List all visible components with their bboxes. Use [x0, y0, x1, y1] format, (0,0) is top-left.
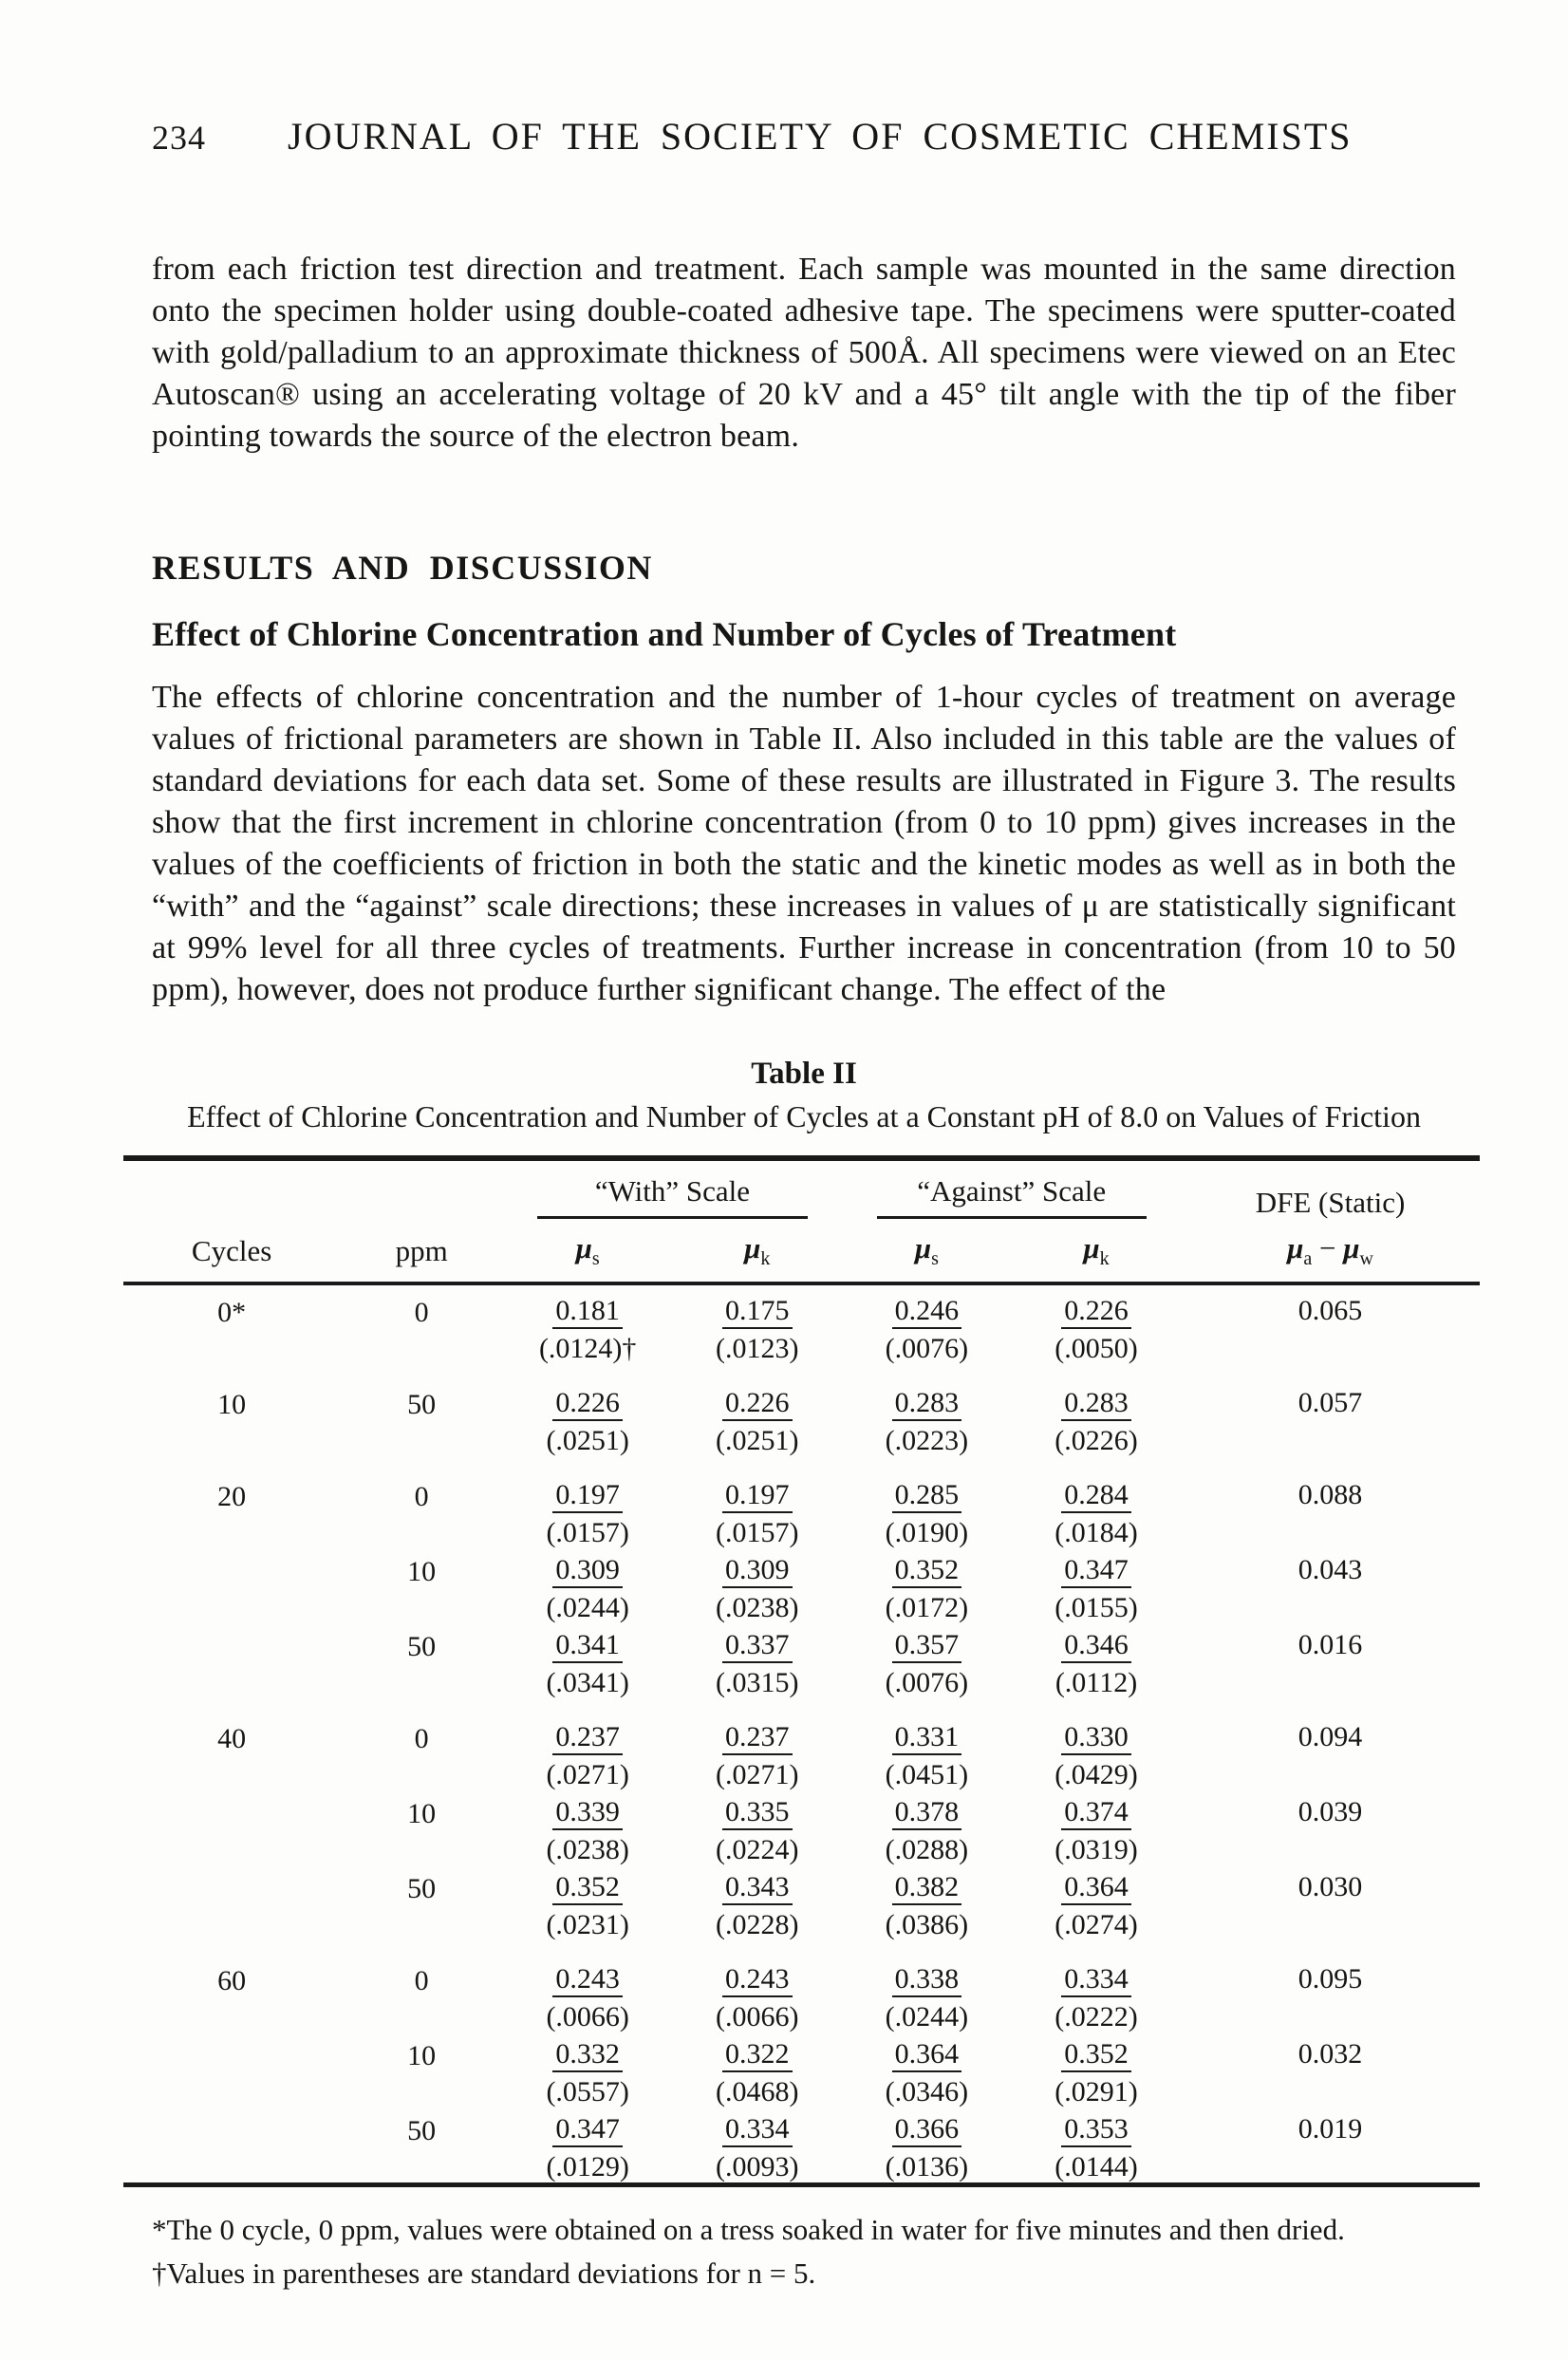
cell-mu-k-against: 0.353 (.0144) [1055, 2113, 1138, 2183]
cell-cycles [123, 2107, 341, 2185]
cell-mu-s-against: 0.357 (.0076) [885, 1629, 969, 1699]
table-row [123, 1283, 1480, 1364]
col-header-dfe-formula: $\mu_a - \mu_w$ [1181, 1220, 1479, 1283]
cell-mu-k-against: 0.283 (.0226) [1055, 1387, 1138, 1457]
cell-mu-s-against: 0.331 (.0451) [885, 1721, 969, 1791]
col-header-mu-s-against: $\mu_s$ [842, 1220, 1012, 1283]
cell-mu-s-with: 0.341 (.0341) [546, 1629, 629, 1699]
cell-mu-s-against: 0.382 (.0386) [885, 1871, 969, 1941]
cell-mu-k-with: 0.175 (.0123) [716, 1295, 799, 1365]
cell-ppm: 0 [414, 1297, 429, 1329]
cell-ppm: 0 [414, 1481, 429, 1513]
cell-mu-s-with: 0.309 (.0244) [546, 1554, 629, 1624]
cell-ppm: 10 [407, 1798, 437, 1830]
cell-dfe: 0.057 [1297, 1387, 1363, 1419]
table-row [123, 1940, 1480, 2032]
table-row [123, 2107, 1480, 2185]
cell-mu-k-with: 0.337 (.0315) [716, 1629, 799, 1699]
cell-cycles: 0* [217, 1297, 247, 1329]
table-subtitle: Effect of Chlorine Concentration and Number of Cycles at a Constant pH of 8.0 on Values of Friction [187, 1099, 1421, 1133]
friction-values-table [123, 1155, 1480, 2187]
cell-mu-k-with: 0.309 (.0238) [716, 1554, 799, 1624]
cell-cycles: 40 [217, 1723, 247, 1755]
cell-mu-k-with: 0.237 (.0271) [716, 1721, 799, 1791]
cell-cycles [123, 1623, 341, 1698]
cell-mu-k-with: 0.243 (.0066) [716, 1963, 799, 2033]
cell-cycles: 10 [217, 1389, 247, 1421]
table-row [123, 1364, 1480, 1456]
cell-dfe: 0.043 [1297, 1554, 1363, 1586]
cell-dfe: 0.065 [1297, 1295, 1363, 1327]
col-header-cycles: Cycles [123, 1220, 341, 1283]
cell-dfe: 0.032 [1297, 2038, 1363, 2070]
cell-mu-s-against: 0.338 (.0244) [885, 1963, 969, 2033]
table-row [123, 1456, 1480, 1548]
cell-cycles [123, 1790, 341, 1865]
cell-mu-k-against: 0.352 (.0291) [1055, 2038, 1138, 2108]
journal-title: JOURNAL OF THE SOCIETY OF COSMETIC CHEMISTS [288, 115, 1353, 158]
cell-cycles: 20 [217, 1481, 247, 1513]
running-head [152, 114, 1456, 159]
table-ii-block [152, 1057, 1456, 2295]
cell-mu-s-against: 0.246 (.0076) [885, 1295, 969, 1365]
against-scale-rule [877, 1216, 1147, 1219]
cell-dfe: 0.030 [1297, 1871, 1363, 1903]
cell-mu-k-with: 0.343 (.0228) [716, 1871, 799, 1941]
cell-mu-k-with: 0.226 (.0251) [716, 1387, 799, 1457]
cell-ppm: 0 [414, 1965, 429, 1997]
table-row [123, 1698, 1480, 1790]
cell-mu-k-against: 0.284 (.0184) [1055, 1479, 1138, 1549]
cell-mu-k-with: 0.197 (.0157) [716, 1479, 799, 1549]
cell-mu-k-with: 0.335 (.0224) [716, 1796, 799, 1866]
with-scale-rule [537, 1216, 807, 1219]
page-number: 234 [152, 119, 206, 157]
cell-cycles [123, 1548, 341, 1623]
cell-ppm: 50 [407, 1631, 437, 1663]
cell-dfe: 0.094 [1297, 1721, 1363, 1753]
cell-mu-s-with: 0.332 (.0557) [546, 2038, 629, 2108]
cell-dfe: 0.095 [1297, 1963, 1363, 1995]
cell-mu-s-with: 0.352 (.0231) [546, 1871, 629, 1941]
cell-mu-k-against: 0.374 (.0319) [1055, 1796, 1138, 1866]
subsection-heading-effect-of-chlorine: Effect of Chlorine Concentration and Number of Cycles of Treatment [152, 615, 1177, 653]
cell-mu-s-with: 0.237 (.0271) [546, 1721, 629, 1791]
table-group-header-row [123, 1158, 1480, 1220]
cell-mu-s-against: 0.364 (.0346) [885, 2038, 969, 2108]
cell-mu-s-against: 0.285 (.0190) [885, 1479, 969, 1549]
with-scale-group-header [503, 1158, 842, 1220]
cell-mu-s-against: 0.283 (.0223) [885, 1387, 969, 1457]
table-title: Table II [751, 1057, 857, 1091]
cell-ppm: 50 [407, 2115, 437, 2147]
cell-mu-k-against: 0.364 (.0274) [1055, 1871, 1138, 1941]
cell-mu-s-against: 0.352 (.0172) [885, 1554, 969, 1624]
cell-cycles [123, 1865, 341, 1940]
col-header-mu-s-with: $\mu_s$ [503, 1220, 673, 1283]
table-row [123, 1790, 1480, 1865]
col-header-mu-k-against: $\mu_k$ [1012, 1220, 1182, 1283]
footnote-asterisk: *The 0 cycle, 0 ppm, values were obtained on a tress soaked in water for five minutes and then dried. [152, 2213, 1345, 2247]
cell-cycles [123, 2032, 341, 2107]
cell-ppm: 0 [414, 1723, 429, 1755]
table-footnotes [152, 2208, 1456, 2295]
cell-mu-s-with: 0.347 (.0129) [546, 2113, 629, 2183]
cell-mu-k-with: 0.322 (.0468) [716, 2038, 799, 2108]
cell-mu-s-against: 0.366 (.0136) [885, 2113, 969, 2183]
col-header-ppm: ppm [340, 1220, 502, 1283]
cell-mu-s-against: 0.378 (.0288) [885, 1796, 969, 1866]
table-row [123, 1548, 1480, 1623]
with-scale-label: “With” Scale [594, 1174, 751, 1208]
cell-mu-k-against: 0.226 (.0050) [1055, 1295, 1138, 1365]
against-scale-group-header [842, 1158, 1181, 1220]
cell-ppm: 10 [407, 2040, 437, 2072]
section-heading-results-and-discussion: RESULTS AND DISCUSSION [152, 549, 653, 587]
footnote-dagger: †Values in parentheses are standard deviations for n = 5. [152, 2257, 816, 2291]
table-row [123, 1865, 1480, 1940]
cell-mu-s-with: 0.243 (.0066) [546, 1963, 629, 2033]
cell-ppm: 50 [407, 1389, 437, 1421]
cell-dfe: 0.016 [1297, 1629, 1363, 1661]
cell-mu-s-with: 0.181 (.0124)† [538, 1295, 637, 1365]
col-header-mu-k-with: $\mu_k$ [672, 1220, 842, 1283]
paragraph-results: The effects of chlorine concentration and the number of 1-hour cycles of treatment on average values of frictional parameters are shown in Table II. Also included in this table are the values of standard deviations for each data set. Some of these results are illustrated in Figure 3. The results show that the first increment in chlorine concentration (from 0 to 10 ppm) gives increases in the values of the coefficients of friction in both the static and the kinetic modes as well as in both the “with” and the “against” scale directions; these increases in values of μ are statistically significant at 99% level for all three cycles of treatments. Further increase in concentration (from 10 to 50 ppm), however, does not produce further significant change. The effect of the [152, 680, 1456, 1007]
paragraph-methods: from each friction test direction and treatment. Each sample was mounted in the same direction onto the specimen holder using double-coated adhesive tape. The specimens were sputter-coated with gold/palladium to an approximate thickness of 500Å. All specimens were viewed on an Etec Autoscan® using an accelerating voltage of 20 kV and a 45° tilt angle with the tip of the fiber pointing towards the source of the electron beam. [152, 252, 1456, 454]
cell-ppm: 10 [407, 1556, 437, 1588]
cell-dfe: 0.039 [1297, 1796, 1363, 1828]
table-row [123, 2032, 1480, 2107]
cell-mu-k-against: 0.330 (.0429) [1055, 1721, 1138, 1791]
cell-cycles: 60 [217, 1965, 247, 1997]
cell-mu-k-against: 0.346 (.0112) [1055, 1629, 1138, 1699]
cell-mu-k-against: 0.334 (.0222) [1055, 1963, 1138, 2033]
cell-mu-s-with: 0.226 (.0251) [546, 1387, 629, 1457]
cell-dfe: 0.019 [1297, 2113, 1363, 2145]
table-row [123, 1623, 1480, 1698]
cell-dfe: 0.088 [1297, 1479, 1363, 1511]
against-scale-label: “Against” Scale [917, 1174, 1107, 1208]
cell-mu-k-with: 0.334 (.0093) [716, 2113, 799, 2183]
cell-mu-k-against: 0.347 (.0155) [1055, 1554, 1138, 1624]
cell-mu-s-with: 0.197 (.0157) [546, 1479, 629, 1549]
table-column-header-row [123, 1220, 1480, 1283]
dfe-static-header: DFE (Static) [1255, 1186, 1406, 1219]
cell-ppm: 50 [407, 1873, 437, 1905]
cell-mu-s-with: 0.339 (.0238) [546, 1796, 629, 1866]
